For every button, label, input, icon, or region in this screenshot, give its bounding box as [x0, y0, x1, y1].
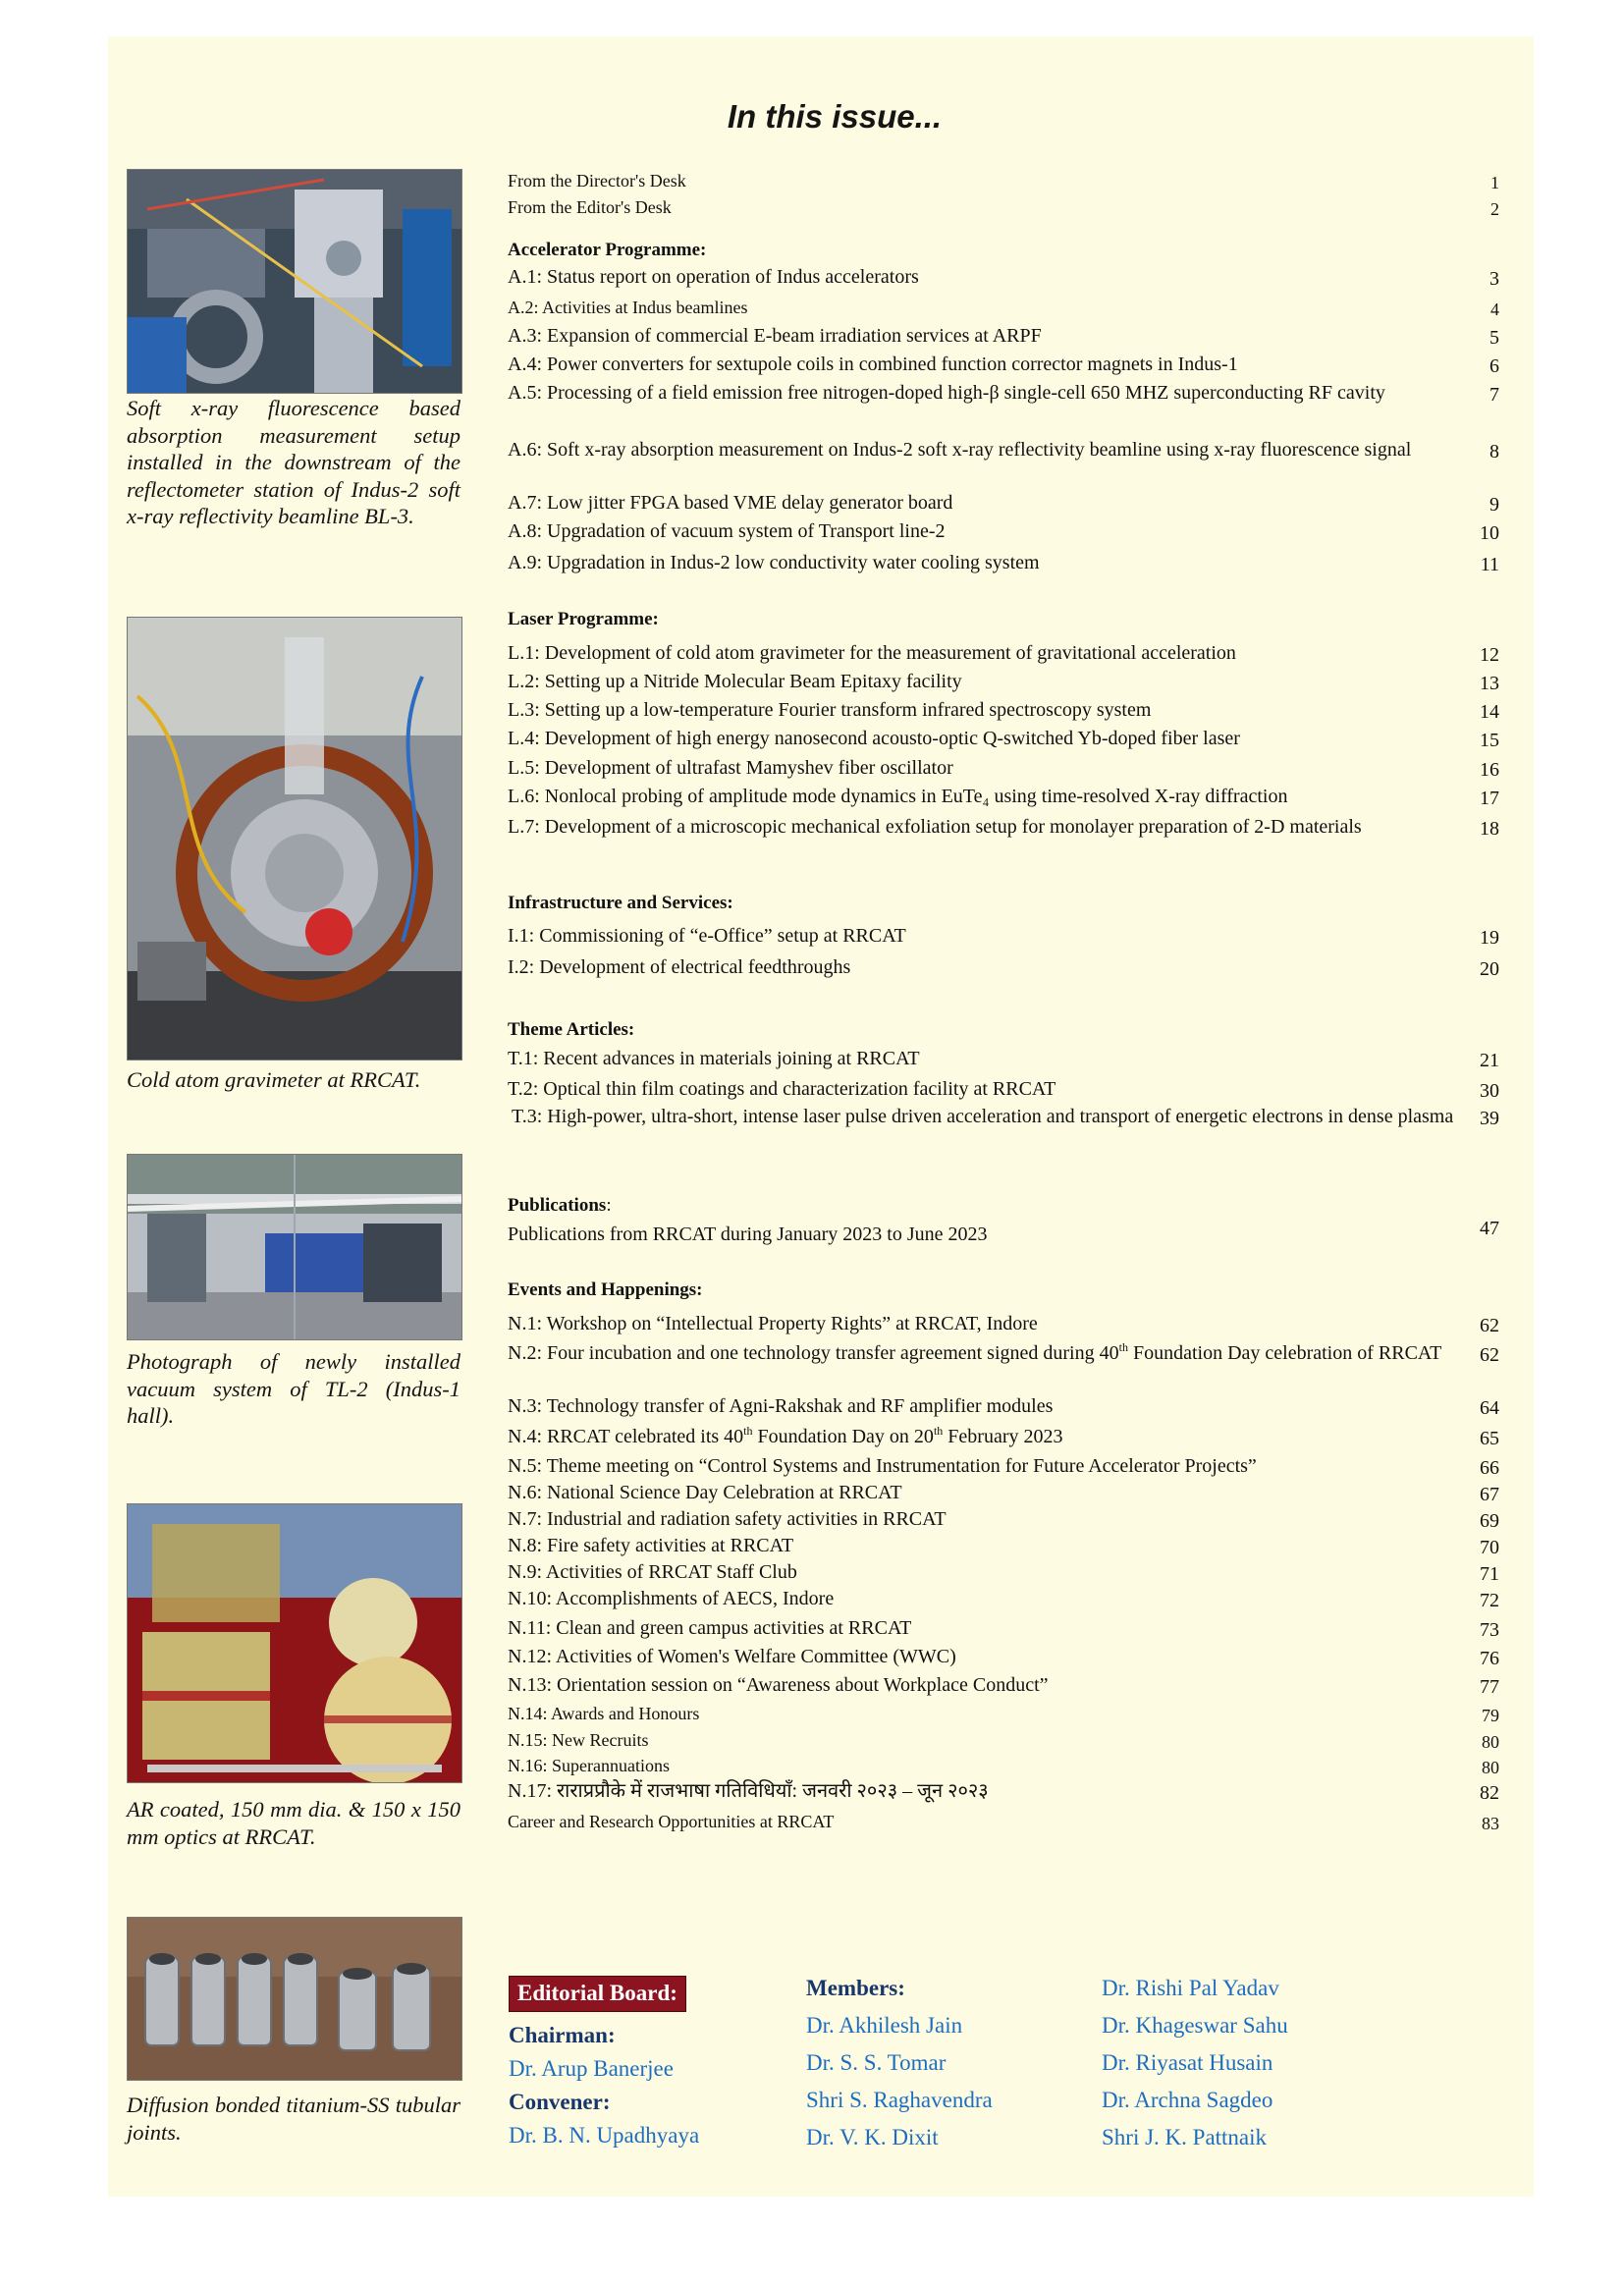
member-name: Shri J. K. Pattnaik: [1102, 2125, 1268, 2149]
convener-name: Dr. B. N. Upadhyaya: [509, 2123, 700, 2148]
toc-entry[interactable]: A.5: Processing of a field emission free nitrogen-doped high-β single-cell 650 MHZ superconducting RF cavity 7: [508, 382, 1499, 406]
photo-titanium-ss-joints: [127, 1917, 462, 2081]
toc-entry[interactable]: A.8: Upgradation of vacuum system of Transport line-2 10: [508, 520, 1499, 544]
photo-ar-coated-optics: [127, 1503, 462, 1783]
toc-entry[interactable]: N.16: Superannuations 80: [508, 1756, 1499, 1777]
chairman-name: Dr. Arup Banerjee: [509, 2056, 674, 2081]
toc-entry[interactable]: N.9: Activities of RRCAT Staff Club 71: [508, 1561, 1499, 1585]
caption-tl2-vacuum-system: Photograph of newly installed vacuum system of TL-2 (Indus-1 hall).: [127, 1349, 460, 1428]
toc-entry[interactable]: L.2: Setting up a Nitride Molecular Beam Epitaxy facility 13: [508, 671, 1499, 694]
toc-entry[interactable]: N.5: Theme meeting on “Control Systems and Instrumentation for Future Accelerator Projects” 66: [508, 1455, 1499, 1479]
toc-entry[interactable]: A.4: Power converters for sextupole coils in combined function corrector magnets in Indus-1 6: [508, 354, 1499, 377]
photo-soft-xray-setup: [127, 169, 462, 394]
toc-entry[interactable]: Publications from RRCAT during January 2023 to June 2023 47: [508, 1218, 1499, 1245]
toc-entry[interactable]: L.7: Development of a microscopic mechanical exfoliation setup for monolayer preparation of 2-D materials 18: [508, 816, 1499, 840]
toc-entry[interactable]: N.6: National Science Day Celebration at RRCAT 67: [508, 1482, 1499, 1505]
toc-entry[interactable]: From the Director's Desk 1: [508, 171, 1499, 192]
toc-entry[interactable]: N.7: Industrial and radiation safety activities in RRCAT 69: [508, 1508, 1499, 1532]
toc-entry[interactable]: A.2: Activities at Indus beamlines 4: [508, 298, 1499, 319]
toc-entry[interactable]: N.10: Accomplishments of AECS, Indore 72: [508, 1588, 1499, 1611]
members-label: Members:: [806, 1976, 905, 2000]
caption-titanium-ss-joints: Diffusion bonded titanium-SS tubular joints.: [127, 2093, 460, 2145]
toc-entry[interactable]: N.1: Workshop on “Intellectual Property Rights” at RRCAT, Indore 62: [508, 1313, 1499, 1336]
toc-entry[interactable]: N.4: RRCAT celebrated its 40th Foundation Day on 20th February 2023 65: [508, 1424, 1499, 1449]
section-heading-accelerator: Accelerator Programme:: [508, 240, 707, 260]
toc-entry[interactable]: N.17: राराप्रप्रौके में राजभाषा गतिविधियाँ: जनवरी २०२३ – जून २०२३ 82: [508, 1780, 1499, 1804]
toc-entry[interactable]: N.12: Activities of Women's Welfare Committee (WWC) 76: [508, 1646, 1499, 1669]
section-heading-infrastructure: Infrastructure and Services:: [508, 893, 733, 913]
caption-cold-atom-gravimeter: Cold atom gravimeter at RRCAT.: [127, 1067, 421, 1092]
member-name: Dr. Riyasat Husain: [1102, 2050, 1273, 2075]
toc-entry[interactable]: A.9: Upgradation in Indus-2 low conductivity water cooling system 11: [508, 552, 1499, 575]
section-heading-laser: Laser Programme:: [508, 609, 659, 629]
toc-entry[interactable]: T.1: Recent advances in materials joining at RRCAT 21: [508, 1048, 1499, 1071]
toc-entry[interactable]: L.5: Development of ultrafast Mamyshev fiber oscillator 16: [508, 757, 1499, 781]
member-name: Dr. Akhilesh Jain: [806, 2013, 963, 2038]
toc-entry[interactable]: T.2: Optical thin film coatings and characterization facility at RRCAT 30: [508, 1078, 1499, 1102]
section-heading-publications: Publications:: [508, 1195, 612, 1216]
member-name: Dr. V. K. Dixit: [806, 2125, 939, 2149]
toc-entry[interactable]: A.6: Soft x-ray absorption measurement on Indus-2 soft x-ray reflectivity beamline using x-ray fluorescence signal 8: [508, 439, 1499, 462]
page-title: In this issue...: [727, 98, 943, 135]
member-name: Dr. S. S. Tomar: [806, 2050, 947, 2075]
caption-ar-coated-optics: AR coated, 150 mm dia. & 150 x 150 mm optics at RRCAT.: [127, 1797, 460, 1849]
photo-tl2-vacuum-system: [127, 1154, 462, 1340]
toc-entry[interactable]: N.8: Fire safety activities at RRCAT 70: [508, 1535, 1499, 1558]
toc-entry[interactable]: N.3: Technology transfer of Agni-Rakshak and RF amplifier modules 64: [508, 1395, 1499, 1419]
toc-entry[interactable]: L.3: Setting up a low-temperature Fourier transform infrared spectroscopy system 14: [508, 699, 1499, 723]
toc-entry[interactable]: T.3: High-power, ultra-short, intense laser pulse driven acceleration and transport of energetic electrons in dense plasma 39: [512, 1106, 1499, 1129]
member-name: Shri S. Raghavendra: [806, 2088, 993, 2112]
member-name: Dr. Archna Sagdeo: [1102, 2088, 1273, 2112]
toc-entry[interactable]: N.13: Orientation session on “Awareness about Workplace Conduct” 77: [508, 1674, 1499, 1698]
toc-entry[interactable]: N.15: New Recruits 80: [508, 1730, 1499, 1752]
toc-entry[interactable]: Career and Research Opportunities at RRCAT 83: [508, 1812, 1499, 1833]
toc-entry[interactable]: N.14: Awards and Honours 79: [508, 1704, 1499, 1725]
toc-entry[interactable]: A.1: Status report on operation of Indus accelerators 3: [508, 266, 1499, 290]
toc-entry[interactable]: A.3: Expansion of commercial E-beam irradiation services at ARPF 5: [508, 325, 1499, 349]
toc-entry[interactable]: L.4: Development of high energy nanosecond acousto-optic Q-switched Yb-doped fiber laser 15: [508, 728, 1499, 751]
toc-entry[interactable]: From the Editor's Desk 2: [508, 197, 1499, 219]
member-name: Dr. Rishi Pal Yadav: [1102, 1976, 1279, 2000]
convener-label: Convener:: [509, 2090, 611, 2114]
section-heading-events: Events and Happenings:: [508, 1279, 703, 1300]
member-name: Dr. Khageswar Sahu: [1102, 2013, 1288, 2038]
toc-entry[interactable]: I.2: Development of electrical feedthroughs 20: [508, 956, 1499, 980]
photo-cold-atom-gravimeter: [127, 617, 462, 1061]
chairman-label: Chairman:: [509, 2023, 616, 2047]
toc-entry[interactable]: N.2: Four incubation and one technology transfer agreement signed during 40th Foundation Day celebration of RRCAT 62: [508, 1340, 1499, 1366]
toc-entry[interactable]: L.6: Nonlocal probing of amplitude mode dynamics in EuTe₄ using time-resolved X-ray diffraction 17: [508, 786, 1499, 809]
section-heading-theme: Theme Articles:: [508, 1019, 635, 1040]
caption-soft-xray-setup: Soft x-ray fluorescence based absorption measurement setup installed in the downstream of the reflectometer station of Indus-2 soft x-ray reflectivity beamline BL-3.: [127, 396, 460, 528]
toc-entry[interactable]: N.11: Clean and green campus activities at RRCAT 73: [508, 1617, 1499, 1641]
toc-entry[interactable]: I.1: Commissioning of “e-Office” setup at RRCAT 19: [508, 925, 1499, 949]
toc-entry[interactable]: A.7: Low jitter FPGA based VME delay generator board 9: [508, 492, 1499, 516]
editorial-board-label: Editorial Board:: [509, 1976, 686, 2012]
toc-entry[interactable]: L.1: Development of cold atom gravimeter for the measurement of gravitational acceleration 12: [508, 642, 1499, 666]
